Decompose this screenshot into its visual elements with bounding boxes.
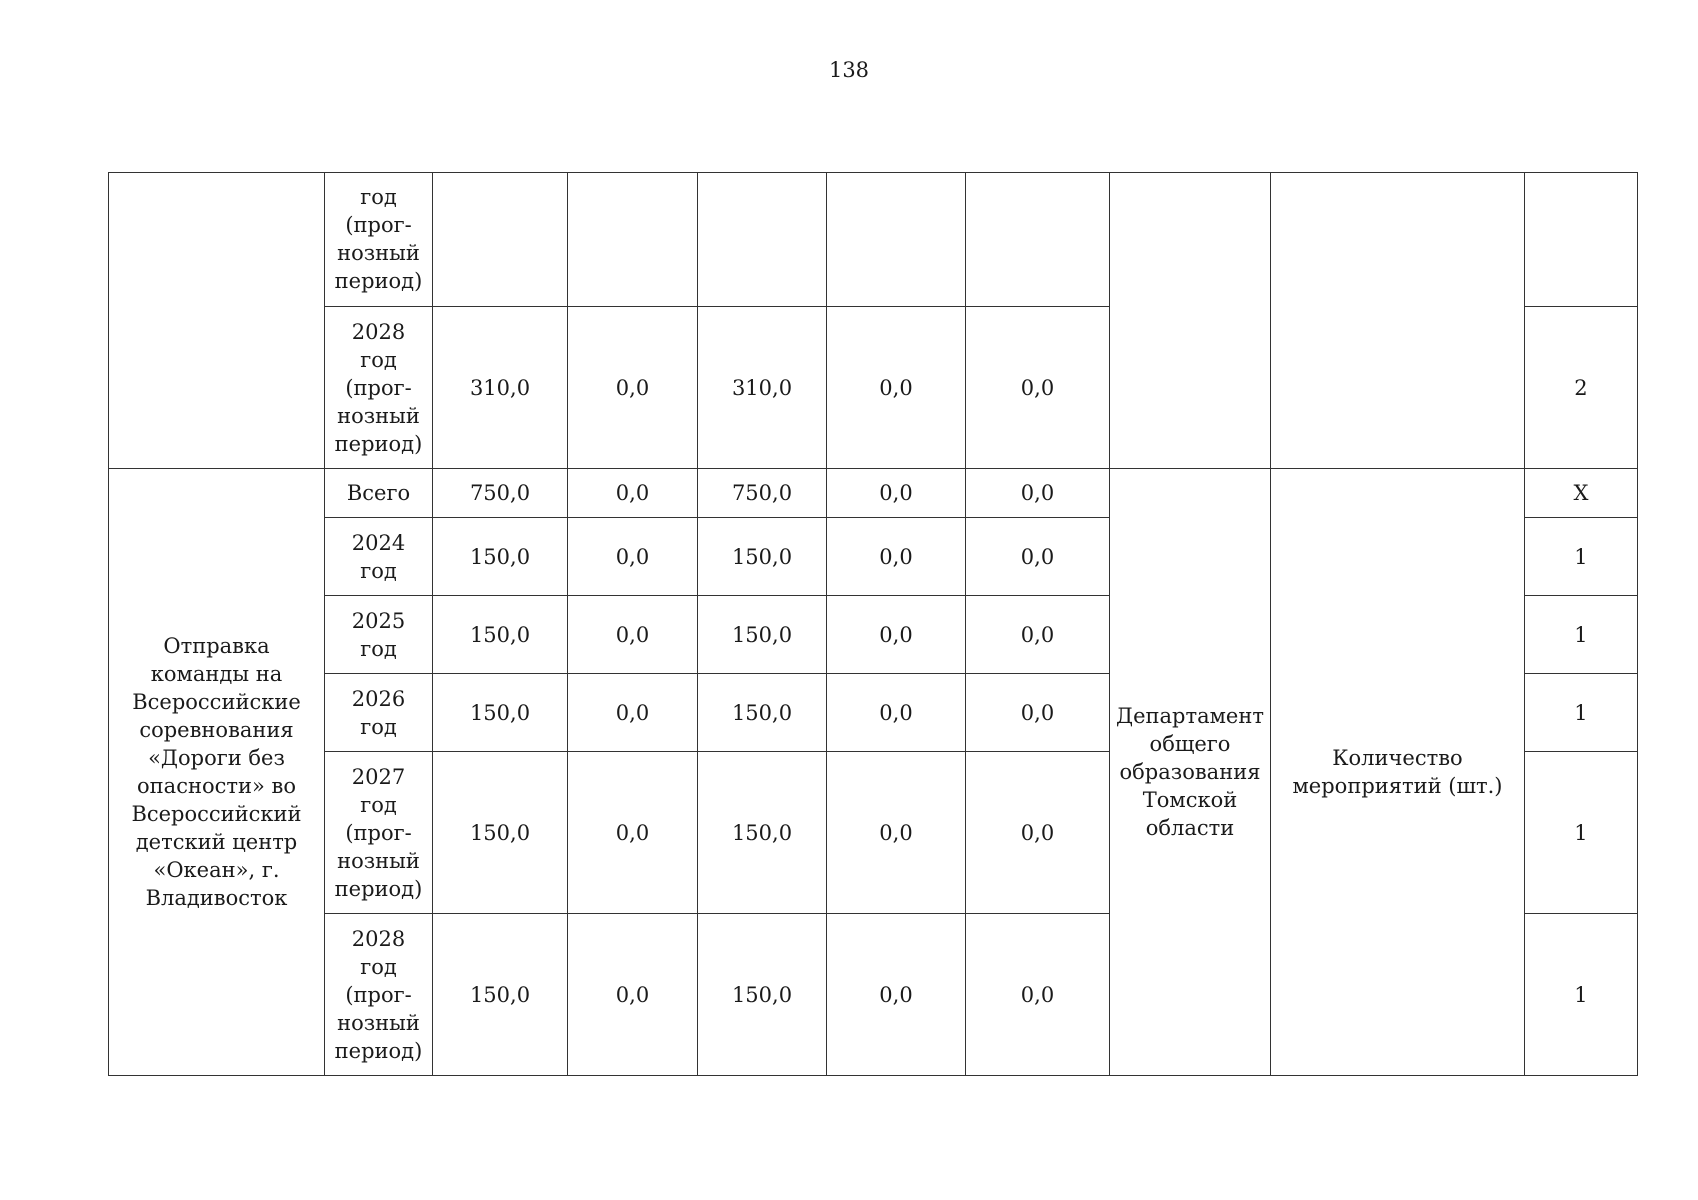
value-total-cell: 150,0 <box>433 518 568 596</box>
value-federal-cell: 0,0 <box>568 752 698 914</box>
period-cell: Всего <box>325 469 433 518</box>
value-local-cell: 0,0 <box>827 307 966 469</box>
value-regional-cell: 150,0 <box>698 518 827 596</box>
value-regional-cell: 150,0 <box>698 674 827 752</box>
period-cell: 2027 год (прог-нозный период) <box>325 752 433 914</box>
value-total-cell: 150,0 <box>433 596 568 674</box>
value-other-cell: 0,0 <box>966 914 1110 1076</box>
page-number: 138 <box>828 58 870 82</box>
period-cell: 2028 год (прог-нозный период) <box>325 307 433 469</box>
indicator-value-cell: 1 <box>1524 596 1637 674</box>
value-other-cell: 0,0 <box>966 596 1110 674</box>
indicator-value-cell: 1 <box>1524 518 1637 596</box>
period-cell: год (прог-нозный период) <box>325 173 433 307</box>
event-name-cell: Отправка команды на Всероссийские соревнования «Дороги без опасности» во Всероссийский детский центр «Океан», г. Владивосток <box>109 469 325 1076</box>
executor-cell: Департамент общего образования Томской области <box>1110 469 1271 1076</box>
value-regional-cell: 750,0 <box>698 469 827 518</box>
table-row <box>109 173 1638 307</box>
indicator-cell: Количество мероприятий (шт.) <box>1270 469 1524 1076</box>
indicator-value-cell: Х <box>1524 469 1637 518</box>
value-other-cell: 0,0 <box>966 674 1110 752</box>
indicator-value-cell <box>1524 173 1637 307</box>
value-federal-cell: 0,0 <box>568 914 698 1076</box>
indicator-value-cell: 1 <box>1524 752 1637 914</box>
value-total-cell: 150,0 <box>433 914 568 1076</box>
table-row <box>109 469 1638 518</box>
period-cell: 2025 год <box>325 596 433 674</box>
value-total-cell <box>433 173 568 307</box>
value-local-cell: 0,0 <box>827 469 966 518</box>
value-total-cell: 150,0 <box>433 752 568 914</box>
indicator-cell-continued <box>1270 173 1524 469</box>
value-local-cell: 0,0 <box>827 674 966 752</box>
indicator-value-cell: 2 <box>1524 307 1637 469</box>
executor-cell-continued <box>1110 173 1271 469</box>
value-other-cell: 0,0 <box>966 469 1110 518</box>
value-total-cell: 150,0 <box>433 674 568 752</box>
value-federal-cell: 0,0 <box>568 307 698 469</box>
value-federal-cell: 0,0 <box>568 518 698 596</box>
value-federal-cell: 0,0 <box>568 469 698 518</box>
value-local-cell: 0,0 <box>827 596 966 674</box>
period-cell: 2024 год <box>325 518 433 596</box>
value-total-cell: 310,0 <box>433 307 568 469</box>
value-regional-cell: 150,0 <box>698 596 827 674</box>
value-federal-cell: 0,0 <box>568 596 698 674</box>
indicator-value-cell: 1 <box>1524 674 1637 752</box>
value-other-cell <box>966 173 1110 307</box>
period-cell: 2028 год (прог-нозный период) <box>325 914 433 1076</box>
value-federal-cell <box>568 173 698 307</box>
indicator-value-cell: 1 <box>1524 914 1637 1076</box>
value-total-cell: 750,0 <box>433 469 568 518</box>
period-cell: 2026 год <box>325 674 433 752</box>
value-federal-cell: 0,0 <box>568 674 698 752</box>
value-regional-cell: 310,0 <box>698 307 827 469</box>
value-local-cell: 0,0 <box>827 518 966 596</box>
event-name-cell-continued <box>109 173 325 469</box>
value-regional-cell <box>698 173 827 307</box>
value-local-cell: 0,0 <box>827 752 966 914</box>
value-regional-cell: 150,0 <box>698 752 827 914</box>
value-other-cell: 0,0 <box>966 518 1110 596</box>
value-regional-cell: 150,0 <box>698 914 827 1076</box>
budget-table <box>108 172 1638 1076</box>
value-local-cell <box>827 173 966 307</box>
value-local-cell: 0,0 <box>827 914 966 1076</box>
value-other-cell: 0,0 <box>966 752 1110 914</box>
value-other-cell: 0,0 <box>966 307 1110 469</box>
